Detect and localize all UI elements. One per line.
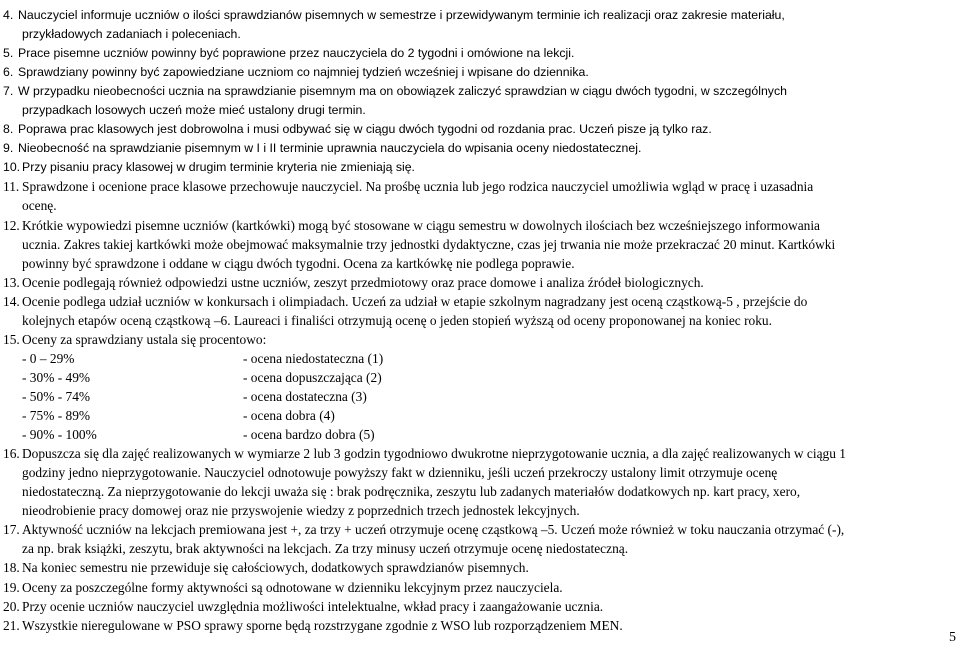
grade-range: - 0 – 29%	[22, 350, 75, 366]
grade-label: - ocena niedostateczna (1)	[243, 350, 384, 366]
rule-number: 21.	[3, 617, 20, 633]
grade-range: - 30% - 49%	[22, 369, 91, 385]
rule-text-line: przykładowych zadaniach i poleceniach.	[22, 27, 241, 42]
rule-text-line: ocenę.	[22, 198, 57, 214]
rule-text-line: Ocenie podlega udział uczniów w konkursach i olimpiadach. Uczeń za udział w etapie szkolnym nagradzany jest oceną cząstkową-5 , przejście do	[22, 293, 808, 309]
rule-number: 15.	[3, 331, 20, 347]
rule-text-line: Poprawa prac klasowych jest dobrowolna i musi odbywać się w ciągu dwóch tygodni od rozdania prac. Uczeń pisze ją tylko raz.	[18, 122, 712, 137]
rule-text-line: W przypadku nieobecności ucznia na sprawdzianie pisemnym ma on obowiązek zaliczyć sprawdzian w ciągu dwóch tygodni, w szczególnych	[18, 84, 787, 99]
rule-text-line: Wszystkie nieregulowane w PSO sprawy sporne będą rozstrzygane zgodnie z WSO lub rozporządzeniem MEN.	[22, 617, 623, 633]
rule-number: 5.	[3, 46, 14, 61]
rule-text-line: Na koniec semestru nie przewiduje się całościowych, dodatkowych sprawdzianów pisemnych.	[22, 560, 529, 576]
grade-label: - ocena dopuszczająca (2)	[243, 369, 382, 385]
grade-label: - ocena dobra (4)	[243, 408, 335, 424]
rule-number: 18.	[3, 560, 20, 576]
rule-number: 14.	[3, 293, 20, 309]
grade-label: - ocena bardzo dobra (5)	[243, 427, 375, 443]
rule-text-line: godziny jedno nieprzygotowanie. Nauczyciel odnotowuje powyższy fakt w dzienniku, jeśli uczeń przekroczy ustalony limit otrzymuje ocenę	[22, 465, 778, 481]
rule-text-line: Dopuszcza się dla zajęć realizowanych w wymiarze 2 lub 3 godzin tygodniowo dwukrotne nieprzygotowanie ucznia, a dla zajęć realizowanych w ciągu 1	[22, 446, 846, 462]
rule-text-line: Krótkie wypowiedzi pisemne uczniów (kartkówki) mogą być stosowane w ciągu semestru w dowolnych ilościach bez wcześniejszego informowania	[22, 217, 820, 233]
rule-text-line: Sprawdziany powinny być zapowiedziane uczniom co najmniej tydzień wcześniej i wpisane do dziennika.	[18, 65, 589, 80]
rule-text-line: za np. brak książki, zeszytu, brak aktywności na lekcjach. Za trzy minusy uczeń otrzymuje ocenę niedostateczną.	[22, 541, 629, 557]
rule-text-line: nieodrobienie pracy domowej oraz nie przyswojenie wiedzy z poprzednich trzech jednostek lekcyjnych.	[22, 503, 580, 519]
rule-text-line: Oceny za poszczególne formy aktywności są odnotowane w dzienniku lekcyjnym przez nauczyciela.	[22, 579, 563, 595]
rule-number: 7.	[3, 84, 14, 99]
rule-number: 4.	[3, 8, 14, 22]
rule-text-line: Przy pisaniu pracy klasowej w drugim terminie kryteria nie zmieniają się.	[22, 160, 415, 175]
rule-number: 6.	[3, 65, 14, 80]
grade-label: - ocena dostateczna (3)	[243, 389, 367, 404]
rule-number: 20.	[3, 598, 20, 614]
rule-text-line: przypadkach losowych uczeń może mieć ustalony drugi termin.	[22, 103, 366, 118]
rule-text-line: Aktywność uczniów na lekcjach premiowana jest +, za trzy + uczeń otrzymuje ocenę cząstkową –5. Uczeń może również w toku nauczania otrzymać (-),	[22, 522, 845, 538]
page-number: 5	[949, 630, 956, 645]
rule-number: 10.	[3, 160, 21, 175]
grade-range: - 50% - 74%	[22, 389, 91, 404]
rule-text-line: Ocenie podlegają również odpowiedzi ustne uczniów, zeszyt przedmiotowy oraz prace domowe i analiza źródeł biologicznych.	[22, 274, 704, 290]
rule-number: 16.	[3, 446, 20, 462]
rule-number: 13.	[3, 274, 20, 290]
rule-text-line: niedostateczną. Za nieprzygotowanie do lekcji uważa się : brak podręcznika, zeszytu lub zadanych materiałów dodatkowych np. kart pracy, xero,	[22, 484, 801, 500]
rule-number: 17.	[3, 522, 20, 538]
rule-text-line: Przy ocenie uczniów nauczyciel uwzględnia możliwości intelektualne, wkład pracy i zaangażowanie ucznia.	[22, 598, 604, 614]
grade-range: - 90% - 100%	[22, 427, 97, 443]
rule-text-line: Sprawdzone i ocenione prace klasowe przechowuje nauczyciel. Na prośbę ucznia lub jego rodzica nauczyciel umożliwia wgląd w pracę i uzasadnia	[22, 179, 814, 195]
rule-text-line: Prace pisemne uczniów powinny być poprawione przez nauczyciela do 2 tygodni i omówione na lekcji.	[18, 46, 575, 61]
rule-text-line: Nauczyciel informuje uczniów o ilości sprawdzianów pisemnych w semestrze i przewidywanym terminie ich realizacji oraz zakresie materiału,	[18, 8, 785, 22]
rule-text-line: Oceny za sprawdziany ustala się procentowo:	[22, 331, 267, 347]
rule-text-line: Nieobecność na sprawdzianie pisemnym w I i II terminie uprawnia nauczyciela do wpisania oceny niedostatecznej.	[18, 141, 642, 156]
rule-number: 11.	[3, 179, 20, 195]
rule-number: 8.	[3, 122, 14, 137]
rule-text-line: kolejnych etapów oceną cząstkową –6. Laureaci i finaliści otrzymują ocenę o jeden stopień wyższą od oceny proponowanej na koniec roku.	[22, 312, 772, 328]
rule-text-line: ucznia. Zakres takiej kartkówki może obejmować maksymalnie trzy jednostki dydaktyczne, czas jej trwania nie może przekraczać 20 minut. Kartkówki	[22, 236, 836, 252]
rule-number: 12.	[3, 217, 20, 233]
rule-number: 19.	[3, 579, 20, 595]
grade-range: - 75% - 89%	[22, 408, 91, 424]
rule-number: 9.	[3, 141, 14, 156]
rule-text-line: powinny być sprawdzone i oddane w ciągu dwóch tygodni. Ocena za kartkówkę nie podlega poprawie.	[22, 255, 575, 271]
